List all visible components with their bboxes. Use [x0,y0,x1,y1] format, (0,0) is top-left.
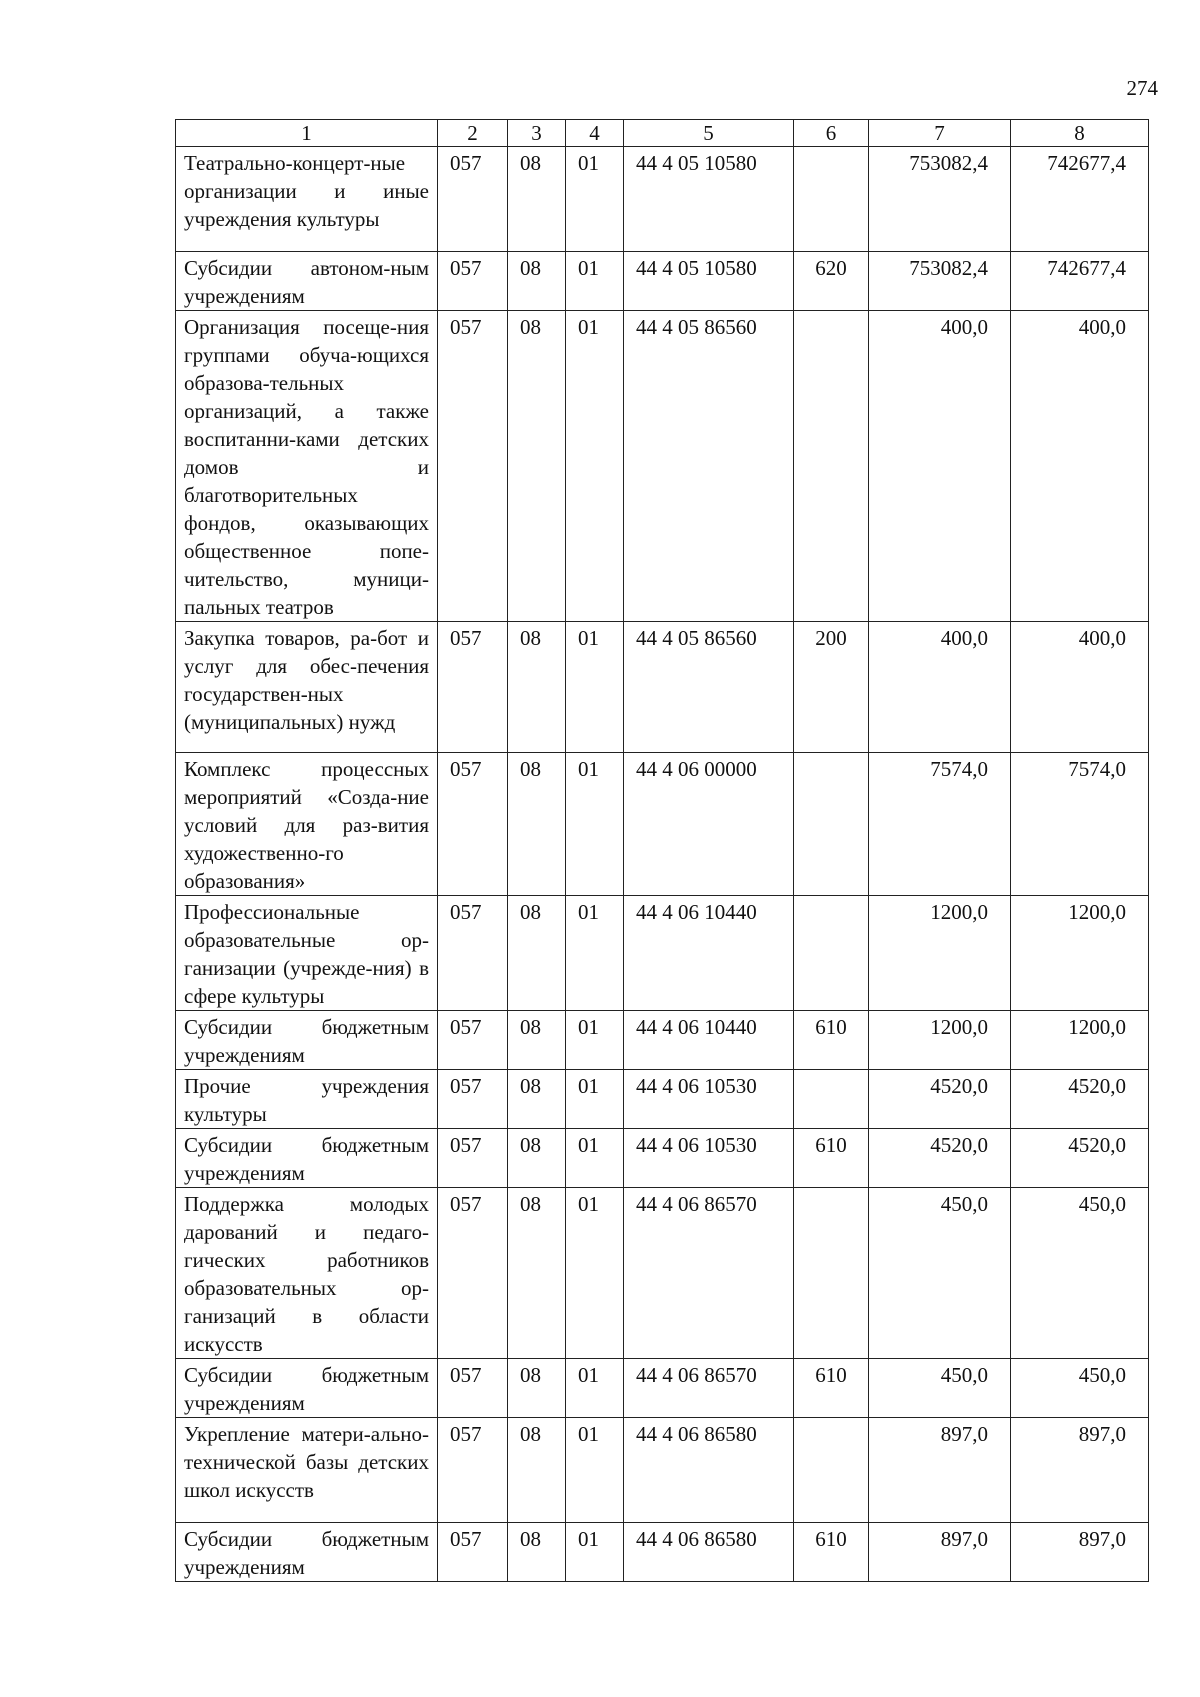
column-header: 5 [624,120,794,147]
code-cell: 057 [438,1523,508,1582]
amount-cell: 450,0 [1011,1188,1149,1359]
code-cell: 08 [508,252,566,311]
column-header: 2 [438,120,508,147]
amount-cell: 400,0 [869,311,1011,622]
row-name-cell: Субсидии бюджетным учреждениям [176,1523,438,1582]
amount-cell: 4520,0 [869,1129,1011,1188]
code-cell: 610 [794,1359,869,1418]
code-cell: 01 [566,1523,624,1582]
code-cell: 01 [566,1418,624,1523]
budget-table [175,119,1149,1582]
code-cell: 01 [566,311,624,622]
column-header: 1 [176,120,438,147]
table-row [176,147,1149,252]
amount-cell: 4520,0 [1011,1129,1149,1188]
amount-cell: 1200,0 [869,896,1011,1011]
table-row [176,1418,1149,1523]
code-cell: 057 [438,252,508,311]
header-row [176,120,1149,147]
code-cell: 08 [508,1070,566,1129]
code-cell: 01 [566,1070,624,1129]
code-cell [794,1188,869,1359]
amount-cell: 1200,0 [1011,896,1149,1011]
amount-cell: 4520,0 [869,1070,1011,1129]
amount-cell: 450,0 [869,1359,1011,1418]
code-cell: 057 [438,622,508,753]
code-cell: 057 [438,896,508,1011]
code-cell: 44 4 05 86560 [624,311,794,622]
code-cell: 610 [794,1011,869,1070]
row-name-cell: Субсидии бюджетным учреждениям [176,1129,438,1188]
code-cell: 200 [794,622,869,753]
code-cell: 44 4 06 10440 [624,896,794,1011]
amount-cell: 753082,4 [869,252,1011,311]
code-cell: 44 4 05 10580 [624,252,794,311]
code-cell: 057 [438,147,508,252]
code-cell: 44 4 06 10530 [624,1070,794,1129]
code-cell: 44 4 06 86580 [624,1418,794,1523]
code-cell [794,147,869,252]
column-header: 6 [794,120,869,147]
code-cell: 08 [508,896,566,1011]
amount-cell: 753082,4 [869,147,1011,252]
row-name-cell: Закупка товаров, ра-бот и услуг для обес-печения государствен-ных (муниципальных) нужд [176,622,438,753]
amount-cell: 7574,0 [1011,753,1149,896]
table-row [176,1523,1149,1582]
code-cell: 44 4 06 86570 [624,1359,794,1418]
code-cell: 057 [438,311,508,622]
amount-cell: 450,0 [1011,1359,1149,1418]
code-cell: 057 [438,1070,508,1129]
code-cell: 01 [566,622,624,753]
code-cell: 44 4 06 00000 [624,753,794,896]
table-row [176,1011,1149,1070]
table-row [176,311,1149,622]
code-cell [794,896,869,1011]
column-header: 3 [508,120,566,147]
code-cell: 08 [508,1011,566,1070]
code-cell: 44 4 06 86570 [624,1188,794,1359]
row-name-cell: Субсидии бюджетным учреждениям [176,1011,438,1070]
table-row [176,252,1149,311]
page-number: 274 [1126,76,1158,100]
row-name-cell: Прочие учреждения культуры [176,1070,438,1129]
amount-cell: 7574,0 [869,753,1011,896]
code-cell: 08 [508,622,566,753]
code-cell: 08 [508,1418,566,1523]
code-cell: 08 [508,1523,566,1582]
amount-cell: 400,0 [869,622,1011,753]
amount-cell: 897,0 [869,1418,1011,1523]
row-name-cell: Профессиональные образовательные ор-ганизации (учрежде-ния) в сфере культуры [176,896,438,1011]
column-header: 4 [566,120,624,147]
code-cell: 01 [566,1359,624,1418]
row-name-cell: Субсидии автоном-ным учреждениям [176,252,438,311]
amount-cell: 742677,4 [1011,252,1149,311]
amount-cell: 1200,0 [1011,1011,1149,1070]
code-cell: 057 [438,753,508,896]
code-cell: 01 [566,1188,624,1359]
amount-cell: 400,0 [1011,622,1149,753]
amount-cell: 1200,0 [869,1011,1011,1070]
code-cell: 01 [566,1011,624,1070]
code-cell: 610 [794,1523,869,1582]
code-cell: 01 [566,252,624,311]
table-row [176,1188,1149,1359]
column-header: 8 [1011,120,1149,147]
code-cell: 44 4 06 10440 [624,1011,794,1070]
amount-cell: 4520,0 [1011,1070,1149,1129]
code-cell: 057 [438,1418,508,1523]
row-name-cell: Укрепление матери-ально-технической базы детских школ искусств [176,1418,438,1523]
table-row [176,1129,1149,1188]
row-name-cell: Театрально-концерт-ные организации и иные учреждения культуры [176,147,438,252]
row-name-cell: Субсидии бюджетным учреждениям [176,1359,438,1418]
table-row [176,1070,1149,1129]
code-cell: 057 [438,1359,508,1418]
code-cell: 057 [438,1188,508,1359]
table-row [176,1359,1149,1418]
code-cell: 08 [508,1129,566,1188]
column-header: 7 [869,120,1011,147]
code-cell: 08 [508,1188,566,1359]
code-cell [794,311,869,622]
code-cell [794,1418,869,1523]
code-cell: 44 4 05 86560 [624,622,794,753]
amount-cell: 897,0 [869,1523,1011,1582]
code-cell [794,1070,869,1129]
code-cell: 44 4 05 10580 [624,147,794,252]
code-cell: 01 [566,1129,624,1188]
code-cell: 08 [508,1359,566,1418]
code-cell: 01 [566,896,624,1011]
amount-cell: 450,0 [869,1188,1011,1359]
amount-cell: 897,0 [1011,1523,1149,1582]
row-name-cell: Организация посеще-ния группами обуча-ющихся образова-тельных организаций, а также воспитанни-ками детских домов и благотворительных фондов, оказывающих общественное попе-чительство, муници-пальных театров [176,311,438,622]
amount-cell: 400,0 [1011,311,1149,622]
table-body [176,120,1149,1582]
amount-cell: 897,0 [1011,1418,1149,1523]
table-row [176,753,1149,896]
code-cell: 44 4 06 86580 [624,1523,794,1582]
code-cell: 01 [566,753,624,896]
table-row [176,622,1149,753]
amount-cell: 742677,4 [1011,147,1149,252]
row-name-cell: Поддержка молодых дарований и педаго-гических работников образовательных ор-ганизаций в области искусств [176,1188,438,1359]
row-name-cell: Комплекс процессных мероприятий «Созда-ние условий для раз-вития художественно-го образования» [176,753,438,896]
code-cell: 01 [566,147,624,252]
code-cell: 08 [508,147,566,252]
code-cell: 610 [794,1129,869,1188]
code-cell: 08 [508,753,566,896]
code-cell: 620 [794,252,869,311]
table-row [176,896,1149,1011]
code-cell: 057 [438,1129,508,1188]
code-cell: 08 [508,311,566,622]
code-cell [794,753,869,896]
code-cell: 44 4 06 10530 [624,1129,794,1188]
code-cell: 057 [438,1011,508,1070]
